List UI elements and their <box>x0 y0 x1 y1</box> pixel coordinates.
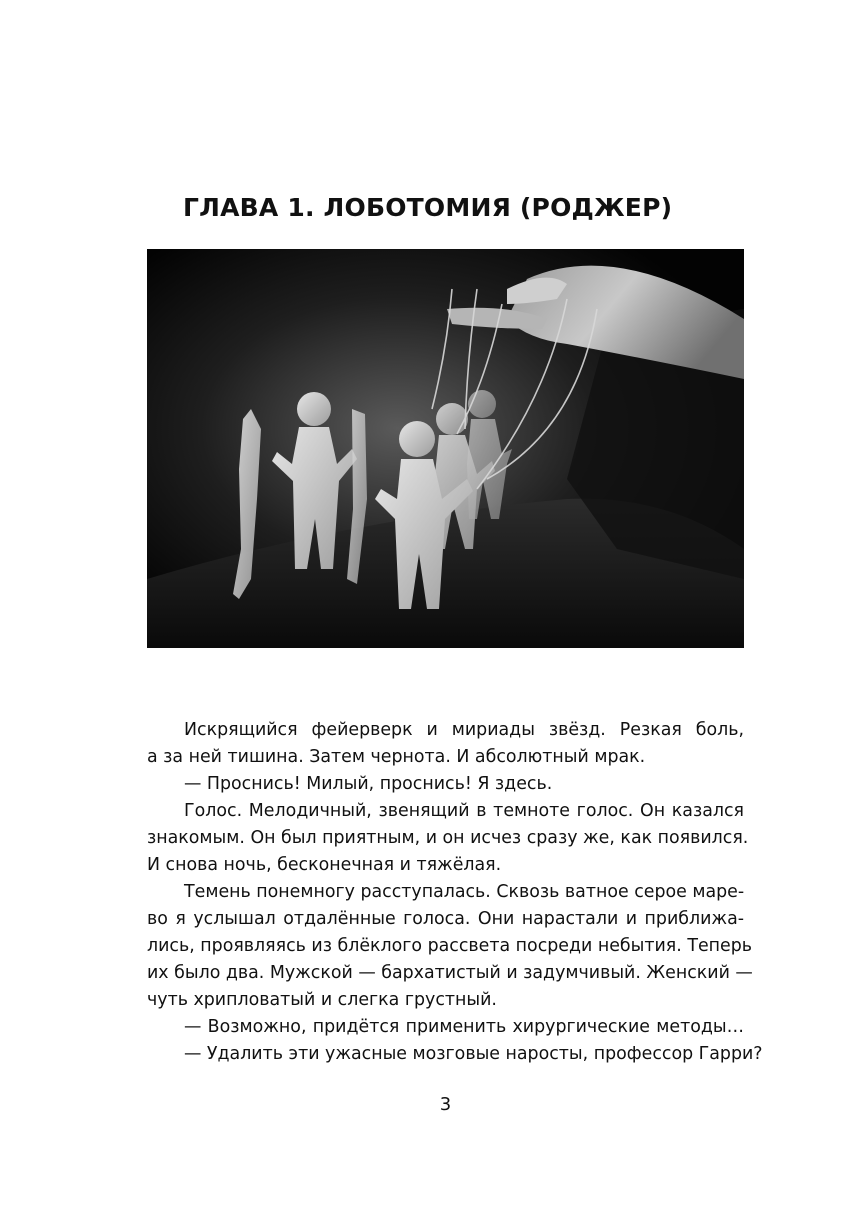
chapter-title: ГЛАВА 1. ЛОБОТОМИЯ (РОДЖЕР) <box>183 193 673 222</box>
paper-puppets-image <box>147 249 744 648</box>
paragraph-line: а за ней тишина. Затем чернота. И абсолютный мрак. <box>147 747 646 767</box>
paragraph-line: их было два. Мужской — бархатистый и задумчивый. Женский — <box>147 963 753 983</box>
chapter-text <box>147 717 763 1068</box>
page-number: 3 <box>439 1094 452 1115</box>
paragraph-line: И снова ночь, бесконечная и тяжёлая. <box>147 855 502 875</box>
paragraph-line: во я услышал отдалённые голоса. Они нарастали и приближа- <box>147 909 744 929</box>
paragraph-line: Голос. Мелодичный, звенящий в темноте голос. Он казался <box>184 801 744 821</box>
paragraph-line: Искрящийся фейерверк и мириады звёзд. Резкая боль, <box>184 720 744 740</box>
paragraph-line: знакомым. Он был приятным, и он исчез сразу же, как появился. <box>147 828 749 848</box>
paragraph-line: лись, проявляясь из блёклого рассвета посреди небытия. Теперь <box>147 936 753 956</box>
paragraph-line: чуть хрипловатый и слегка грустный. <box>147 990 497 1010</box>
paragraph-line: — Проснись! Милый, проснись! Я здесь. <box>184 774 553 794</box>
paragraph-line: Темень понемногу расступалась. Сквозь ватное серое маре- <box>184 882 745 902</box>
chapter-illustration <box>147 249 744 648</box>
paragraph-line: — Удалить эти ужасные мозговые наросты, профессор Гарри? <box>184 1044 763 1064</box>
paragraph-line: — Возможно, придётся применить хирургические методы… <box>184 1017 744 1037</box>
